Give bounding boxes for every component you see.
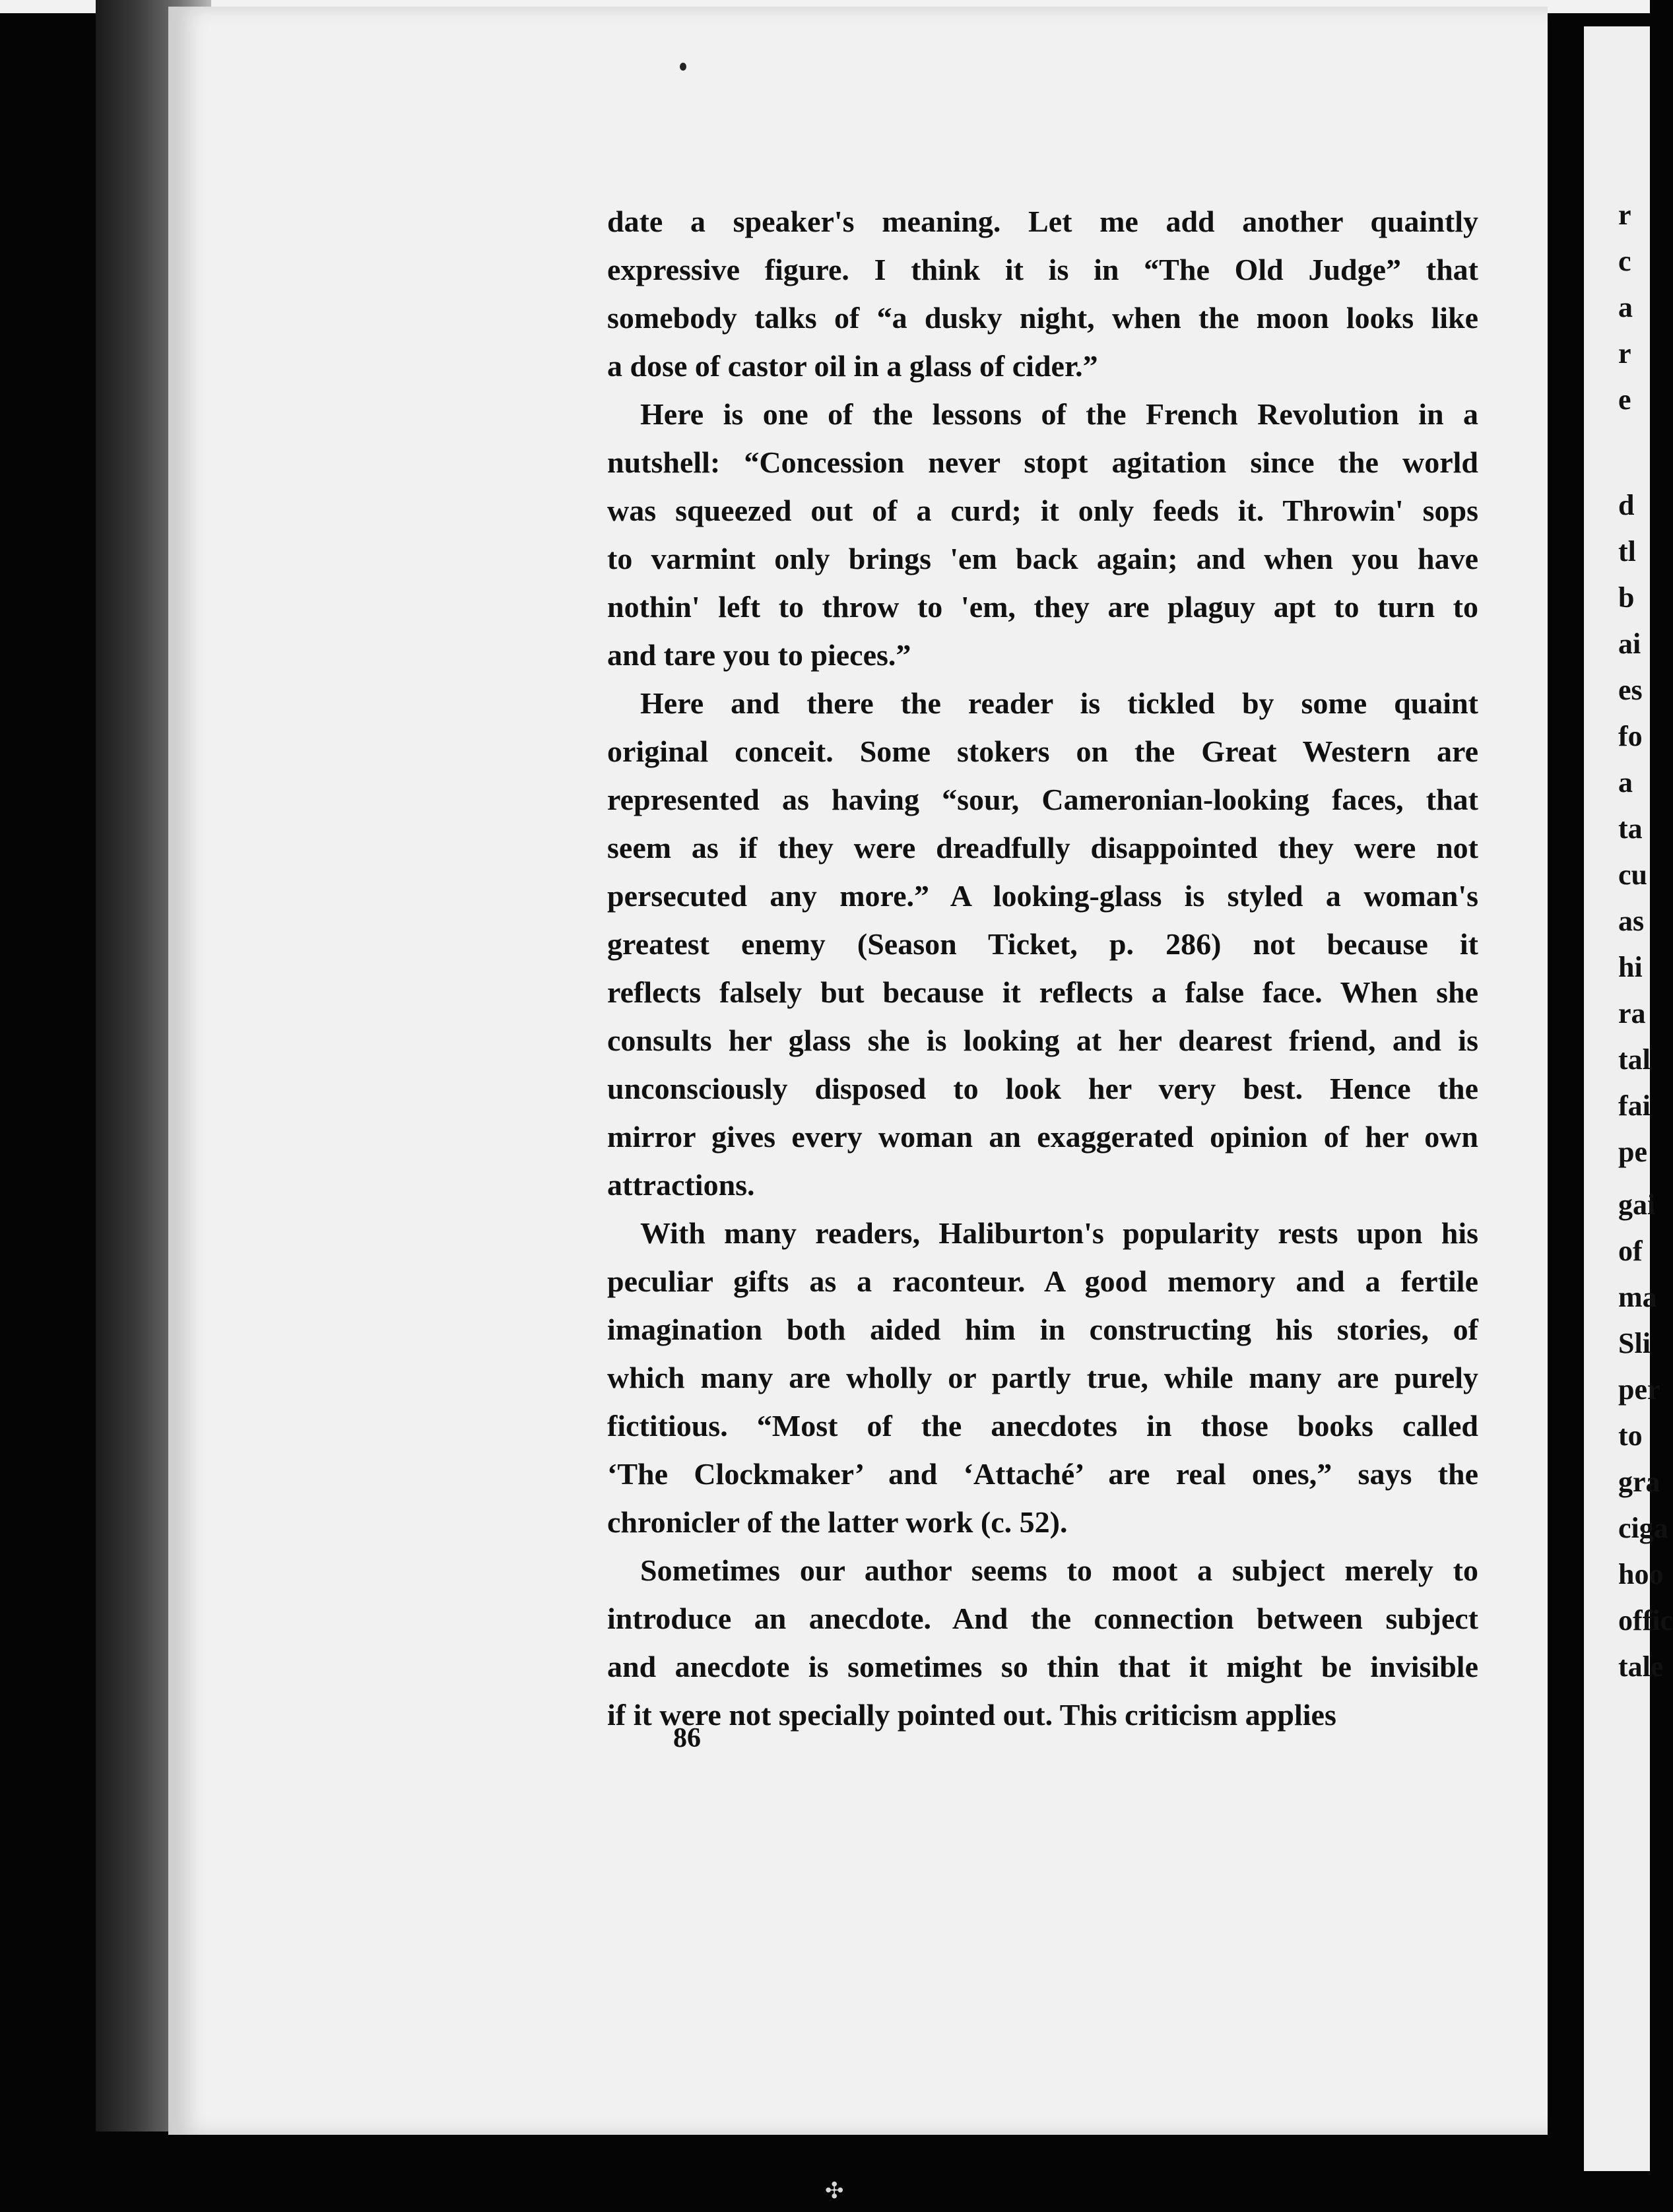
facing-page-fragment: gai [1618, 1188, 1656, 1221]
text-line: mirror gives every woman an exaggerated opinion of her own [607, 1120, 1478, 1154]
facing-page-fragment: cu [1618, 859, 1647, 891]
facing-page-fragment: r [1618, 337, 1631, 370]
facing-page-edge [1584, 26, 1673, 2171]
text-line: With many readers, Haliburton's popularity rests upon his [640, 1216, 1478, 1250]
facing-page-fragment: gra [1618, 1466, 1660, 1498]
text-line: a dose of castor oil in a glass of cider.” [607, 349, 1098, 383]
facing-page-fragment: es [1618, 674, 1643, 706]
text-line: Here and there the reader is tickled by some quaint [640, 686, 1478, 720]
text-line: ‘The Clockmaker’ and ‘Attaché’ are real ones,” says the [607, 1457, 1478, 1491]
text-line: expressive figure. I think it is in “The Old Judge” that [607, 253, 1478, 286]
facing-page-fragment: hi [1618, 951, 1643, 983]
scan-artifact-mark: ✣ [825, 2178, 844, 2204]
text-line: which many are wholly or partly true, while many are purely [607, 1361, 1478, 1394]
facing-page-fragment: per [1618, 1373, 1660, 1406]
text-line: date a speaker's meaning. Let me add another quaintly [607, 205, 1478, 238]
text-line: to varmint only brings 'em back again; and when you have [607, 542, 1478, 575]
text-line: original conceit. Some stokers on the Great Western are [607, 734, 1478, 768]
facing-page-fragment: ta [1618, 812, 1643, 845]
text-line: nothin' left to throw to 'em, they are plaguy apt to turn to [607, 590, 1478, 624]
paragraph [607, 198, 1478, 389]
text-line: imagination both aided him in constructing his stories, of [607, 1313, 1478, 1346]
facing-page-fragment: tale [1618, 1650, 1664, 1683]
text-line: chronicler of the latter work (c. 52). [607, 1505, 1068, 1539]
facing-page-fragment: tal [1618, 1043, 1651, 1076]
facing-page-fragment: Sli [1618, 1327, 1651, 1359]
facing-page-fragment: tl [1618, 535, 1636, 568]
text-line: peculiar gifts as a raconteur. A good memory and a fertile [607, 1264, 1478, 1298]
facing-page-fragment: ma [1618, 1281, 1657, 1313]
dust-speck [680, 63, 686, 71]
facing-page-fragment: fo [1618, 720, 1643, 752]
text-line: and tare you to pieces.” [607, 638, 911, 672]
facing-page-fragment: to [1618, 1419, 1643, 1452]
paragraph [607, 1210, 1478, 1545]
facing-page-fragment: pe [1618, 1136, 1647, 1168]
facing-page-fragment: ai [1618, 628, 1641, 660]
text-line: persecuted any more.” A looking-glass is styled a woman's [607, 879, 1478, 913]
facing-page-fragment: hoo [1618, 1558, 1664, 1590]
text-line: introduce an anecdote. And the connection between subject [607, 1602, 1478, 1635]
text-line: Sometimes our author seems to moot a subject merely to [640, 1553, 1478, 1587]
text-line: was squeezed out of a curd; it only feeds it. Throwin' sops [607, 494, 1478, 527]
text-line: if it were not specially pointed out. This criticism applies [607, 1698, 1336, 1732]
facing-page-fragment: offic [1618, 1604, 1673, 1637]
paragraph [607, 1547, 1478, 1738]
text-line: fictitious. “Most of the anecdotes in those books called [607, 1409, 1478, 1443]
text-line: nutshell: “Concession never stopt agitation since the world [607, 445, 1478, 479]
facing-page-fragment: ciga [1618, 1512, 1668, 1544]
text-line: consults her glass she is looking at her dearest friend, and is [607, 1024, 1478, 1057]
text-line: Here is one of the lessons of the French Revolution in a [640, 397, 1478, 431]
text-line: somebody talks of “a dusky night, when the moon looks like [607, 301, 1478, 335]
page-number: 86 [673, 1723, 701, 1753]
facing-page-fragment: d [1618, 489, 1635, 521]
facing-page-fragment: a [1618, 766, 1633, 798]
facing-page-fragment: c [1618, 245, 1631, 277]
text-line: unconsciously disposed to look her very best. Hence the [607, 1072, 1478, 1105]
paragraph [607, 680, 1478, 1208]
facing-page-fragment: ra [1618, 997, 1646, 1029]
facing-page-fragment: a [1618, 291, 1633, 323]
text-line: seem as if they were dreadfully disappointed they were not [607, 831, 1478, 864]
paragraph [607, 391, 1478, 678]
facing-page-fragment: b [1618, 581, 1635, 614]
text-line: greatest enemy (Season Ticket, p. 286) not because it [607, 927, 1478, 961]
facing-page-fragment: r [1618, 199, 1631, 231]
text-line: reflects falsely but because it reflects a false face. When she [607, 975, 1478, 1009]
text-line: and anecdote is sometimes so thin that it might be invisible [607, 1650, 1478, 1683]
facing-page-fragment: fai [1618, 1090, 1651, 1122]
facing-page-fragment: of [1618, 1235, 1643, 1267]
facing-page-fragment: e [1618, 383, 1631, 416]
text-line: represented as having “sour, Cameronian-looking faces, that [607, 783, 1478, 816]
page-text [607, 198, 1478, 1740]
text-line: attractions. [607, 1168, 755, 1202]
facing-page-fragment: as [1618, 905, 1645, 937]
